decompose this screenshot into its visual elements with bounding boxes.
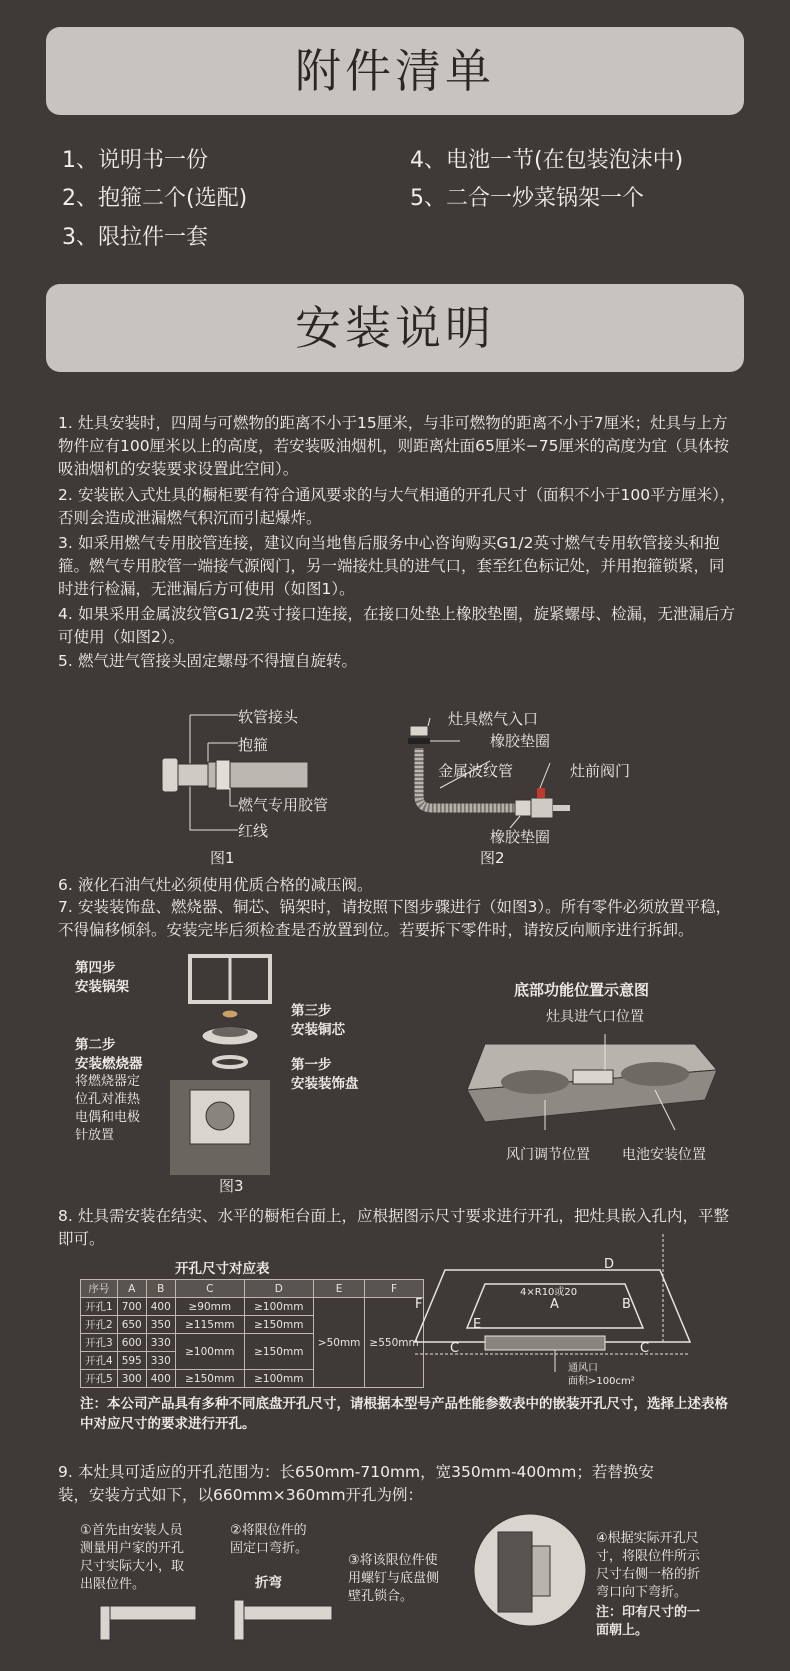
table-row: 开孔3 600 330 ≥100mm ≥150mm	[81, 1334, 424, 1352]
table-header-cell: E	[313, 1280, 365, 1298]
size-table-title: 开孔尺寸对应表	[175, 1261, 270, 1277]
accessory-item: 2、抱箍二个(选配)	[62, 186, 248, 211]
fig1-label: 抱箍	[238, 736, 269, 754]
accessory-item: 1、说明书一份	[62, 148, 208, 173]
step-number: 3.	[58, 534, 73, 552]
section-title-installation: 安装说明	[46, 284, 744, 372]
step-text: 如果采用金属波纹管G1/2英寸接口连接，在接口处垫上橡胶垫圈，旋紧螺母、检漏，无泄漏后方可使用（如图2）。	[58, 605, 735, 646]
table-header-cell: 序号	[81, 1280, 118, 1298]
fig3-step3: 第三步 安装铜芯	[291, 1003, 345, 1038]
step-number: 6.	[58, 876, 73, 894]
step-text: 本灶具可适应的开孔范围为：长650mm-710mm，宽350mm-400mm；若替换安装，安装方式如下，以660mm×360mm开孔为例：	[58, 1463, 654, 1504]
radius-label: 4×R10或20	[520, 1287, 578, 1298]
fig3-step1: 第一步 安装装饰盘	[291, 1057, 359, 1092]
fig1-label: 软管接头	[238, 708, 299, 726]
f-value-cell: ≥550mm	[365, 1298, 423, 1388]
fold-label: 折弯	[255, 1575, 282, 1591]
fig3-step2: 第二步 安装燃烧器	[75, 1037, 143, 1072]
step-number: 7.	[58, 898, 73, 916]
step-9	[58, 1461, 678, 1507]
limit-step-4: ④根据实际开孔尺 寸，将限位件所示 尺寸右侧一格的折 弯口向下弯折。	[596, 1531, 701, 1600]
table-header-cell: F	[365, 1280, 423, 1298]
fig3-step4: 第四步 安装锅架	[75, 960, 129, 995]
limit-step-3: ③将该限位件使 用螺钉与底盘侧 壁孔锁合。	[348, 1553, 440, 1604]
accessory-item: 4、电池一节(在包装泡沫中)	[410, 148, 684, 173]
table-row: 开孔2 650 350 ≥115mm ≥150mm	[81, 1316, 424, 1334]
folded-limit-piece-illustration	[228, 1596, 338, 1644]
fig1-label: 红线	[238, 822, 269, 840]
accessory-item: 5、二合一炒菜锅架一个	[410, 186, 644, 211]
fig3-caption: 图3	[219, 1177, 244, 1195]
fig2-caption: 图2	[480, 849, 505, 867]
fig3-step2-desc: 将燃烧器定 位孔对准热 电偶和电极 针放置	[75, 1074, 141, 1143]
step-1	[58, 412, 738, 481]
stove-bottom-illustration	[455, 1030, 725, 1140]
dim-label-c: C	[450, 1341, 460, 1356]
cutout-note: 注：本公司产品具有多种不同底盘开孔尺寸，请根据本型号产品性能参数表中的嵌装开孔尺寸，选择上述表格中对应尺寸的要求进行开孔。	[80, 1396, 728, 1432]
fig2-label: 橡胶垫圈	[490, 732, 551, 750]
step-5	[58, 650, 738, 673]
fig1-label: 燃气专用胶管	[238, 796, 329, 814]
accessory-item: 3、限拉件一套	[62, 225, 208, 250]
step-7	[58, 896, 738, 942]
step-number: 4.	[58, 605, 73, 623]
fig2-label: 灶前阀门	[570, 762, 631, 780]
dim-label-d: D	[604, 1257, 615, 1272]
fig2-label: 灶具燃气入口	[448, 710, 539, 728]
step-number: 8.	[58, 1207, 73, 1225]
dim-label-b: B	[622, 1297, 631, 1312]
table-header-row	[81, 1280, 424, 1298]
dim-label-a: A	[550, 1297, 559, 1312]
limit-step-2: ②将限位件的 固定口弯折。	[230, 1523, 309, 1556]
limit-step-4-note: 注：印有尺寸的一 面朝上。	[596, 1605, 701, 1638]
dim-label-e: E	[473, 1317, 482, 1332]
step-2	[58, 484, 738, 530]
step-number: 5.	[58, 652, 73, 670]
table-row: 开孔4 595 330	[81, 1352, 424, 1370]
fig2-label: 橡胶垫圈	[490, 828, 551, 846]
table-header-cell: B	[146, 1280, 175, 1298]
table-header-cell: C	[175, 1280, 244, 1298]
air-adjust-label: 风门调节位置	[506, 1147, 590, 1163]
dim-label-c: C	[640, 1341, 650, 1356]
table-header-cell: A	[117, 1280, 146, 1298]
step-number: 9.	[58, 1463, 73, 1481]
step-number: 2.	[58, 486, 73, 504]
table-row: 开孔1 700 400 ≥90mm ≥100mm >50mm ≥550mm	[81, 1298, 424, 1316]
step-4	[58, 603, 738, 649]
dim-label-f: F	[415, 1297, 423, 1312]
step-6	[58, 874, 738, 897]
limit-install-closeup-illustration	[470, 1510, 590, 1630]
step-text: 灶具安装时，四周与可燃物的距离不小于15厘米，与非可燃物的距离不小于7厘米；灶具与上方物件应有100厘米以上的高度，若安装吸油烟机，则距离灶面65厘米−75厘米的高度为宜（具体按吸油烟机的安装要求设置此空间）。	[58, 414, 730, 478]
table-header-cell: D	[244, 1280, 313, 1298]
step-text: 灶具需安装在结实、水平的橱柜台面上，应根据图示尺寸要求进行开孔，把灶具嵌入孔内，平整即可。	[58, 1207, 730, 1248]
step-text: 如采用燃气专用胶管连接，建议向当地售后服务中心咨询购买G1/2英寸燃气专用软管接头和抱箍。燃气专用胶管一端接气源阀门，另一端接灶具的进气口，套至红色标记处，并用抱箍锁紧，同时进行检漏，无泄漏后方可使用（如图1）。	[58, 534, 725, 598]
cutout-size-table	[80, 1279, 424, 1388]
table-row: 开孔5 300 400 ≥150mm ≥100mm	[81, 1370, 424, 1388]
step-text: 安装装饰盘、燃烧器、铜芯、锅架时，请按照下图步骤进行（如图3）。所有零件必须放置平稳，不得偏移倾斜。安装完毕后须检查是否放置到位。若要拆下零件时，请按反向顺序进行拆卸。	[58, 898, 732, 939]
section-title-accessories: 附件清单	[46, 27, 744, 115]
step-3	[58, 532, 738, 601]
e-value-cell: >50mm	[313, 1298, 365, 1388]
limit-piece-illustration	[96, 1596, 206, 1644]
cutout-dimension-diagram	[405, 1232, 715, 1382]
step-text: 安装嵌入式灶具的橱柜要有符合通风要求的与大气相通的开孔尺寸（面积不小于100平方厘米），否则会造成泄漏燃气积沉而引起爆炸。	[58, 486, 736, 527]
battery-position-label: 电池安装位置	[622, 1147, 706, 1163]
inlet-position-label: 灶具进气口位置	[546, 1009, 644, 1025]
assembly-steps-illustration	[170, 950, 290, 1180]
step-text: 燃气进气管接头固定螺母不得擅自旋转。	[78, 652, 358, 670]
fig1-caption: 图1	[210, 849, 235, 867]
fig2-label: 金属波纹管	[438, 762, 514, 780]
step-text: 液化石油气灶必须使用优质合格的减压阀。	[78, 876, 373, 894]
bottom-diagram-title: 底部功能位置示意图	[514, 981, 650, 999]
limit-step-1: ①首先由安装人员 测量用户家的开孔 尺寸实际大小，取 出限位件。	[80, 1523, 185, 1592]
vent-label: 通风口 面积>100cm²	[568, 1363, 635, 1387]
step-number: 1.	[58, 414, 73, 432]
